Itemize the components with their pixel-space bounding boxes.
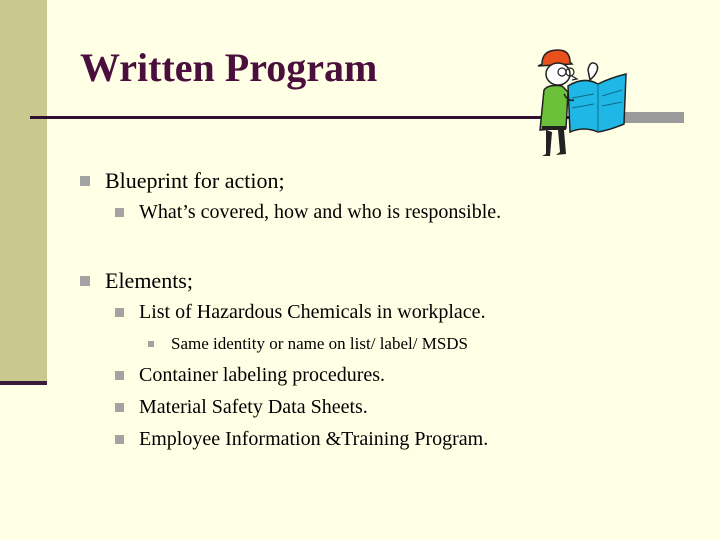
bullet-item [115,428,488,451]
bullet-text: Employee Information &Training Program. [139,428,489,450]
left-accent-bar [0,0,47,382]
bullet-marker-icon [115,403,124,412]
bullet-marker-icon [148,341,154,347]
bullet-text: Container labeling procedures. [139,364,386,386]
slide-title: Written Program [80,45,378,90]
bullet-item [148,334,468,354]
worker-with-blueprint-illustration [528,46,632,164]
bullet-text: Elements; [105,268,193,293]
bullet-text: Blueprint for action; [105,168,285,193]
bullet-marker-icon [80,276,90,286]
bullet-text: What’s covered, how and who is responsible. [139,201,502,223]
bullet-item [115,364,385,387]
bullet-item [115,201,501,224]
bullet-item [80,168,285,194]
bullet-text: List of Hazardous Chemicals in workplace. [139,301,486,323]
bullet-item [115,301,486,324]
bullet-marker-icon [80,176,90,186]
bullet-marker-icon [115,435,124,444]
bullet-marker-icon [115,308,124,317]
left-accent-bar-base [0,381,47,385]
bullet-text: Material Safety Data Sheets. [139,396,368,418]
bullet-item [80,268,193,294]
bullet-item [115,396,368,419]
bullet-marker-icon [115,208,124,217]
bullet-marker-icon [115,371,124,380]
bullet-text: Same identity or name on list/ label/ MSDS [171,334,469,353]
